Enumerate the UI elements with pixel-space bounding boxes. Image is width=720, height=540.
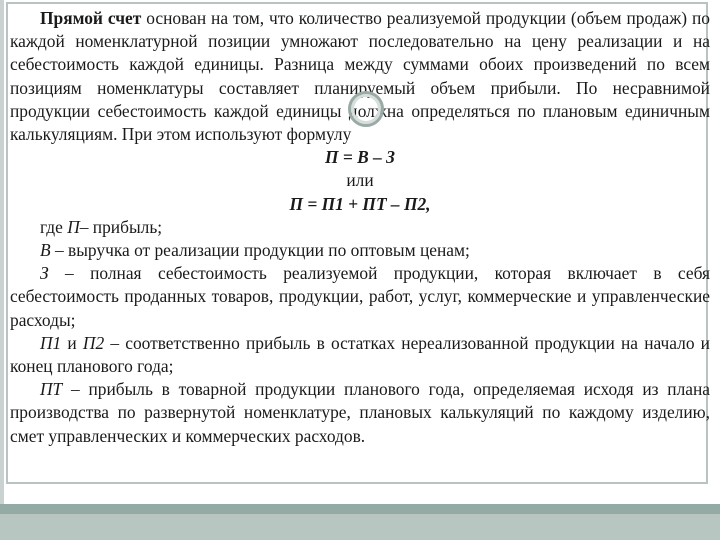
def-mid: и [61, 332, 83, 353]
def-symbol: З [40, 263, 49, 284]
def-profit [10, 216, 710, 239]
def-symbol: ПТ [40, 379, 63, 400]
formula-main: П = В – З [325, 147, 395, 168]
formula-or: или [346, 170, 374, 191]
def-revenue [10, 239, 710, 262]
slide-bottom-stripe [0, 504, 720, 514]
slide-bottom-band [0, 504, 720, 540]
def-text: – выручка от реализации продукции по оптовым ценам; [50, 240, 470, 261]
intro-text: основан на том, что количество реализуемой продукции (объем продаж) по каждой номенклатурной позиции умножают последовательно на цену реализации и на себестоимость каждой единицы. Разница между суммами обоих произведений по всем позициям номенклатуры составляет планируемый объем прибыли. По несравнимой продукции себестоимость каждой единицы должна определяться по плановым единичным калькуляциям. При этом используют формулу [10, 8, 710, 145]
def-p1-p2 [10, 332, 710, 378]
slide-text [10, 7, 710, 448]
content-box [6, 2, 708, 484]
def-text: – полная себестоимость реализуемой продукции, которая включает в себя себестоимость проданных товаров, продукции, работ, услуг, коммерческие и управленческие расходы; [10, 263, 710, 330]
def-symbol: В [40, 240, 51, 261]
def-pt [10, 378, 710, 448]
def-text: – прибыль в товарной продукции планового года, определяемая исходя из плана производства по развернутой номенклатуре, плановых калькуляций по каждому изделию, смет управленческих и коммерческих расходов. [10, 379, 710, 446]
decorative-ring-icon [348, 91, 384, 127]
def-text: – прибыль; [79, 216, 163, 237]
def-symbol: П1 [40, 332, 62, 353]
def-prefix: где [40, 216, 68, 237]
term-bold: Прямой счет [40, 8, 142, 28]
def-text: – соответственно прибыль в остатках нереализованной продукции на начало и конец планового года; [10, 332, 710, 377]
slide-left-bar [0, 0, 4, 540]
def-cost [10, 262, 710, 332]
def-symbol: П [67, 216, 80, 237]
formula-alt: П = П1 + ПТ – П2, [289, 193, 431, 214]
def-symbol-2: П2 [82, 332, 105, 353]
